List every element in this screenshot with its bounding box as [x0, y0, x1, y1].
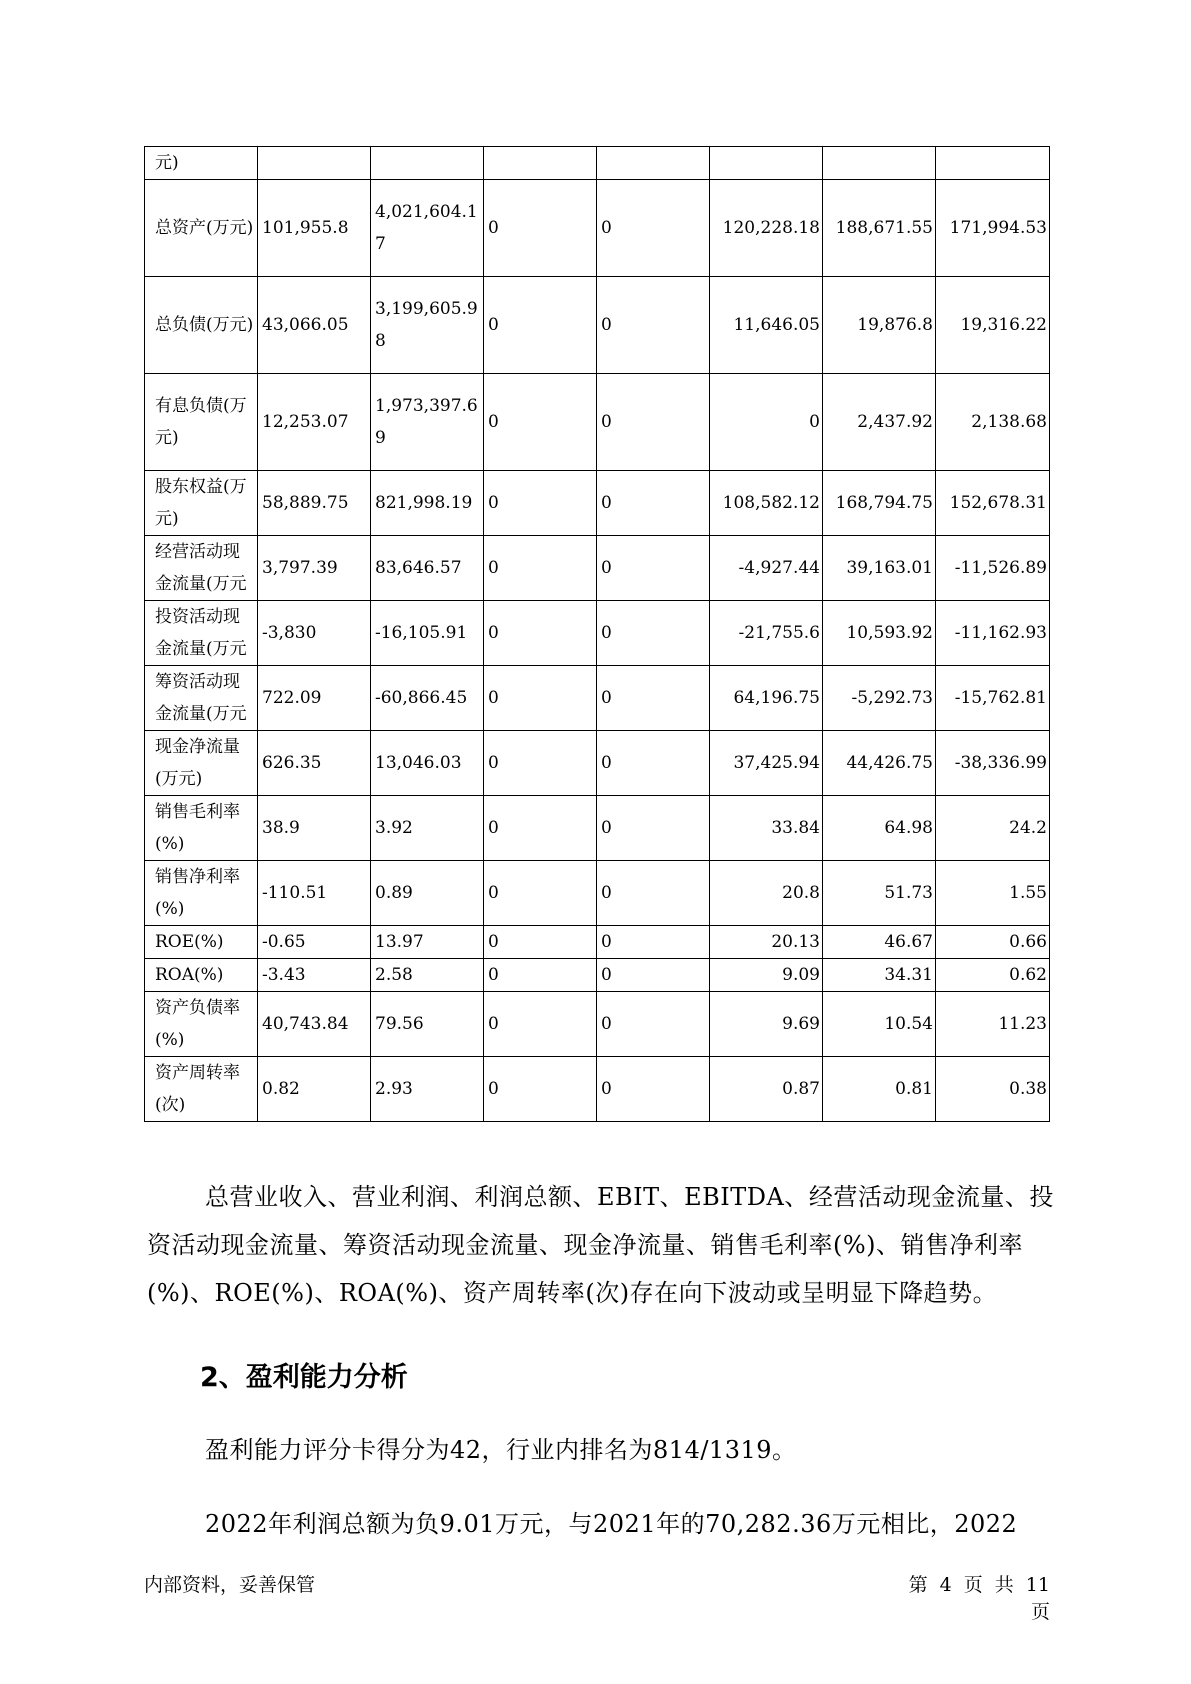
- table-cell: 0: [597, 959, 710, 992]
- table-cell: 0: [597, 180, 710, 277]
- table-cell: 83,646.57: [371, 536, 484, 601]
- table-cell: -3,830: [258, 601, 371, 666]
- row-label: 资产周转率(次): [145, 1057, 258, 1122]
- table-cell: 33.84: [710, 796, 823, 861]
- table-cell: 171,994.53: [936, 180, 1050, 277]
- table-cell: -11,162.93: [936, 601, 1050, 666]
- row-label: 销售毛利率(%): [145, 796, 258, 861]
- table-cell: 0.81: [823, 1057, 936, 1122]
- table-cell: 12,253.07: [258, 374, 371, 471]
- table-cell: 0: [597, 992, 710, 1057]
- table-cell: 2,437.92: [823, 374, 936, 471]
- table-cell: 101,955.8: [258, 180, 371, 277]
- table-cell: [371, 147, 484, 180]
- table-cell: -60,866.45: [371, 666, 484, 731]
- table-cell: 44,426.75: [823, 731, 936, 796]
- table-cell: [484, 147, 597, 180]
- table-cell: [597, 147, 710, 180]
- table-cell: 19,316.22: [936, 277, 1050, 374]
- financial-indicators-table: [144, 146, 1050, 1122]
- trend-summary-paragraph: 总营业收入、营业利润、利润总额、EBIT、EBITDA、经营活动现金流量、投资活动现金流量、筹资活动现金流量、现金净流量、销售毛利率(%)、销售净利率(%)、ROE(%)、ROA(%)、资产周转率(次)存在向下波动或呈明显下降趋势。: [147, 1183, 1054, 1307]
- table-row: [145, 861, 1050, 926]
- table-cell: 0: [484, 277, 597, 374]
- table-cell: 0: [484, 861, 597, 926]
- row-label: 股东权益(万元): [145, 471, 258, 536]
- table-cell: 0: [484, 601, 597, 666]
- table-row: [145, 374, 1050, 471]
- table-cell: -4,927.44: [710, 536, 823, 601]
- table-row: [145, 796, 1050, 861]
- table-cell: 168,794.75: [823, 471, 936, 536]
- row-label: 有息负债(万元): [145, 374, 258, 471]
- table-cell: -5,292.73: [823, 666, 936, 731]
- row-label: ROE(%): [145, 926, 258, 959]
- table-row: [145, 666, 1050, 731]
- table-cell: [823, 147, 936, 180]
- table-cell: [710, 147, 823, 180]
- table-cell: -16,105.91: [371, 601, 484, 666]
- table-cell: 0: [484, 926, 597, 959]
- table-cell: 40,743.84: [258, 992, 371, 1057]
- table-cell: 0.66: [936, 926, 1050, 959]
- table-cell: 11.23: [936, 992, 1050, 1057]
- table-body: [145, 147, 1050, 1122]
- table-cell: 3.92: [371, 796, 484, 861]
- row-label: 资产负债率(%): [145, 992, 258, 1057]
- table-cell: [936, 147, 1050, 180]
- table-cell: 24.2: [936, 796, 1050, 861]
- profit-paragraph: 2022年利润总额为负9.01万元，与2021年的70,282.36万元相比，2022: [205, 1510, 1018, 1538]
- table-cell: 0.62: [936, 959, 1050, 992]
- table-cell: 0: [484, 536, 597, 601]
- table-cell: 0.82: [258, 1057, 371, 1122]
- table-cell: 152,678.31: [936, 471, 1050, 536]
- table-row: [145, 926, 1050, 959]
- table-cell: -11,526.89: [936, 536, 1050, 601]
- footer-page-number: 第 4 页 共 11 页: [908, 1574, 1050, 1623]
- row-label: 总资产(万元): [145, 180, 258, 277]
- table-row: [145, 471, 1050, 536]
- table-cell: 0: [484, 796, 597, 861]
- table-cell: -0.65: [258, 926, 371, 959]
- table-cell: 19,876.8: [823, 277, 936, 374]
- table-cell: 13,046.03: [371, 731, 484, 796]
- row-label: 投资活动现金流量(万元: [145, 601, 258, 666]
- table-cell: 13.97: [371, 926, 484, 959]
- table-cell: 38.9: [258, 796, 371, 861]
- table-row: [145, 180, 1050, 277]
- table-cell: 34.31: [823, 959, 936, 992]
- table-cell: 108,582.12: [710, 471, 823, 536]
- table-cell: 0: [484, 666, 597, 731]
- table-cell: 0.87: [710, 1057, 823, 1122]
- table-cell: 120,228.18: [710, 180, 823, 277]
- table-cell: 0: [597, 926, 710, 959]
- table-cell: 3,199,605.98: [371, 277, 484, 374]
- table-cell: 51.73: [823, 861, 936, 926]
- table-cell: 0: [597, 861, 710, 926]
- table-cell: 3,797.39: [258, 536, 371, 601]
- table-cell: 0: [484, 992, 597, 1057]
- table-cell: 43,066.05: [258, 277, 371, 374]
- table-row: [145, 1057, 1050, 1122]
- table-cell: 20.8: [710, 861, 823, 926]
- table-cell: -21,755.6: [710, 601, 823, 666]
- table-cell: 0: [597, 374, 710, 471]
- table-cell: 0: [597, 796, 710, 861]
- row-label: 现金净流量(万元): [145, 731, 258, 796]
- table-cell: 0.89: [371, 861, 484, 926]
- footer-confidential: 内部资料，妥善保管: [144, 1574, 316, 1596]
- table-cell: -38,336.99: [936, 731, 1050, 796]
- table-row: [145, 277, 1050, 374]
- score-paragraph: 盈利能力评分卡得分为42，行业内排名为814/1319。: [205, 1436, 797, 1464]
- row-label: ROA(%): [145, 959, 258, 992]
- table-cell: 0: [597, 666, 710, 731]
- section-heading: 2、盈利能力分析: [200, 1362, 408, 1393]
- table-row: [145, 992, 1050, 1057]
- table-cell: 10.54: [823, 992, 936, 1057]
- table-cell: 79.56: [371, 992, 484, 1057]
- table-cell: 10,593.92: [823, 601, 936, 666]
- table-cell: 9.09: [710, 959, 823, 992]
- table-cell: 0: [484, 959, 597, 992]
- table-cell: 0: [597, 471, 710, 536]
- table-cell: 2,138.68: [936, 374, 1050, 471]
- table-cell: 4,021,604.17: [371, 180, 484, 277]
- table-cell: 58,889.75: [258, 471, 371, 536]
- table-row: [145, 959, 1050, 992]
- table-row: [145, 601, 1050, 666]
- table-cell: 0: [484, 471, 597, 536]
- table-cell: 821,998.19: [371, 471, 484, 536]
- table-cell: 1.55: [936, 861, 1050, 926]
- table-cell: -15,762.81: [936, 666, 1050, 731]
- table-cell: 0: [710, 374, 823, 471]
- table-cell: 0: [597, 1057, 710, 1122]
- table-cell: -110.51: [258, 861, 371, 926]
- row-label: 总负债(万元): [145, 277, 258, 374]
- table-cell: 0.38: [936, 1057, 1050, 1122]
- table-row: [145, 731, 1050, 796]
- table-row: [145, 147, 1050, 180]
- table-cell: 1,973,397.69: [371, 374, 484, 471]
- row-label: 元): [145, 147, 258, 180]
- table-cell: 0: [597, 731, 710, 796]
- table-cell: 46.67: [823, 926, 936, 959]
- row-label: 筹资活动现金流量(万元: [145, 666, 258, 731]
- table-cell: 2.58: [371, 959, 484, 992]
- table-cell: -3.43: [258, 959, 371, 992]
- table-cell: 39,163.01: [823, 536, 936, 601]
- table-cell: 37,425.94: [710, 731, 823, 796]
- table-cell: 188,671.55: [823, 180, 936, 277]
- table-cell: 20.13: [710, 926, 823, 959]
- row-label: 经营活动现金流量(万元: [145, 536, 258, 601]
- table-cell: 9.69: [710, 992, 823, 1057]
- table-cell: 0: [597, 277, 710, 374]
- table-row: [145, 536, 1050, 601]
- table-cell: 11,646.05: [710, 277, 823, 374]
- table-cell: [258, 147, 371, 180]
- row-label: 销售净利率(%): [145, 861, 258, 926]
- table-cell: 0: [597, 536, 710, 601]
- table-cell: 0: [484, 731, 597, 796]
- table-cell: 626.35: [258, 731, 371, 796]
- table-cell: 0: [484, 1057, 597, 1122]
- table-cell: 0: [484, 374, 597, 471]
- table-cell: 2.93: [371, 1057, 484, 1122]
- table-cell: 64.98: [823, 796, 936, 861]
- table-cell: 0: [484, 180, 597, 277]
- table-cell: 722.09: [258, 666, 371, 731]
- table-cell: 0: [597, 601, 710, 666]
- table-cell: 64,196.75: [710, 666, 823, 731]
